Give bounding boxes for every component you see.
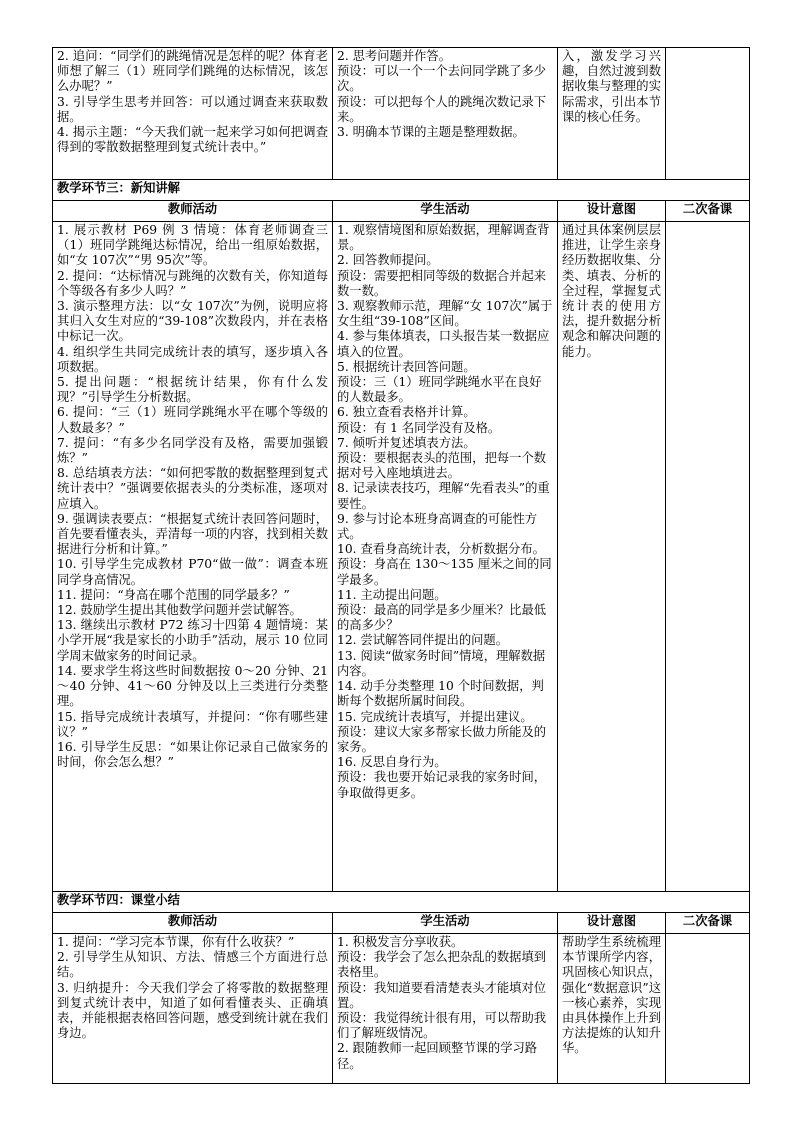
section4-teacher-cell bbox=[53, 934, 333, 1084]
top-student-cell bbox=[333, 48, 558, 180]
text-line: 2. 引导学生从知识、方法、情感三个方面进行总结。 bbox=[57, 950, 328, 980]
text-line: 入，激发学习兴趣，自然过渡到数据收集与整理的实际需求，引出本节课的核心任务。 bbox=[562, 49, 661, 124]
header-teacher: 教师活动 bbox=[53, 913, 333, 934]
top-design-cell bbox=[558, 48, 666, 180]
text-line: 预设：我学会了怎么把杂乱的数据填到表格里。 bbox=[337, 950, 547, 980]
header-student: 学生活动 bbox=[333, 201, 558, 222]
section3-content-row bbox=[53, 222, 750, 892]
top-revision-cell bbox=[666, 48, 750, 180]
header-teacher: 教师活动 bbox=[53, 201, 333, 222]
text-line: 预设：最高的同学是多少厘米？比最低的高多少？ bbox=[337, 603, 547, 633]
lesson-plan-table bbox=[52, 47, 750, 1084]
text-line: 8. 总结填表方法：“如何把零散的数据整理到复式统计表中？”强调要依据表头的分类标准，逐项对应填入。 bbox=[57, 466, 328, 511]
text-line: 帮助学生系统梳理本节课所学内容，巩固核心知识点，强化“数据意识”这一核心素养，实现由具体操作上升到方法提炼的认知升华。 bbox=[562, 935, 661, 1056]
text-line: 14. 动手分类整理 10 个时间数据，判断每个数据所属时间段。 bbox=[337, 679, 544, 709]
text-line: 12. 鼓励学生提出其他数学问题并尝试解答。 bbox=[57, 603, 302, 618]
text-line: 10. 引导学生完成教材 P70“做一做”：调查本班同学身高情况。 bbox=[57, 557, 328, 587]
text-line: 3. 归纳提升：今天我们学会了将零散的数据整理到复式统计表中，知道了如何看懂表头、正确填表，并能根据表格回答问题，感受到统计就在我们身边。 bbox=[57, 980, 328, 1041]
text-line: 16. 引导学生反思：“如果让你记录自己做家务的时间，你会怎么想？” bbox=[57, 739, 328, 770]
text-line: 6. 独立查看表格并计算。 bbox=[337, 405, 476, 420]
text-line: 1. 积极发言分享收获。 bbox=[337, 935, 464, 949]
text-line: 4. 参与集体填表，口头报告某一数据应填入的位置。 bbox=[337, 329, 550, 359]
text-line: 2. 提问：“达标情况与跳绳的次数有关，你知道每个等级各有多少人吗？” bbox=[57, 268, 328, 298]
text-line: 2. 回答教师提问。 bbox=[337, 253, 439, 268]
text-line: 预设：身高在 130～135 厘米之间的同学最多。 bbox=[337, 557, 552, 587]
text-line: 11. 提问：“身高在哪个范围的同学最多？” bbox=[57, 587, 290, 602]
header-design: 设计意图 bbox=[558, 913, 666, 934]
text-line: 预设：可以把每个人的跳绳次数记录下来。 bbox=[337, 94, 547, 124]
text-line: 预设：有 1 名同学没有及格。 bbox=[337, 420, 501, 435]
text-line: 1. 观察情境图和原始数据，理解调查背景。 bbox=[337, 223, 550, 253]
text-line: 2. 追问：“同学们的跳绳情况是怎样的呢？体育老师想了解三（1）班同学们跳绳的达标情况，该怎么办呢？” bbox=[57, 49, 328, 94]
text-line: 1. 展示教材 P69 例 3 情境：体育老师调查三（1）班同学跳绳达标情况，给出一组原始数据，如“女 107次”“男 95次”等。 bbox=[57, 223, 328, 268]
text-line: 8. 记录读表技巧，理解“先看表头”的重要性。 bbox=[337, 481, 550, 511]
text-line: 14. 要求学生将这些时间数据按 0～20 分钟、21～40 分钟、41～60 分钟及以上三类进行分类整理。 bbox=[57, 663, 328, 709]
text-line: 预设：要根据表头的范围，把每一个数据对号入座地填进去。 bbox=[337, 451, 547, 481]
section-title: 教学环节三：新知讲解 bbox=[53, 180, 750, 201]
text-line: 预设：需要把相同等级的数据合并起来数一数。 bbox=[337, 268, 547, 298]
text-line: 7. 倾听并复述填表方法。 bbox=[337, 435, 476, 450]
text-line: 7. 提问：“有多少名同学没有及格，需要加强锻炼？” bbox=[57, 435, 328, 466]
text-line: 9. 强调读表要点：“根据复式统计表回答问题时，首先要看懂表头，弄清每一项的内容，找到相关数据进行分析和计算。” bbox=[57, 511, 328, 557]
section3-revision-cell bbox=[666, 222, 750, 892]
text-line: 5. 根据统计表回答问题。 bbox=[337, 359, 476, 374]
section4-content-row bbox=[53, 934, 750, 1084]
text-line: 10. 查看身高统计表，分析数据分布。 bbox=[337, 542, 545, 557]
text-line: 通过具体案例层层推进，让学生亲身经历数据收集、分类、填表、分析的全过程，掌握复式统计表的使用方法，提升数据分析观念和解决问题的能力。 bbox=[562, 223, 661, 359]
text-line: 预设：我知道要看清楚表头才能填对位置。 bbox=[337, 980, 547, 1010]
text-line: 15. 完成统计表填写，并提出建议。 bbox=[337, 709, 533, 724]
text-line: 1. 提问：“学习完本节课，你有什么收获？” bbox=[57, 935, 295, 949]
text-line: 3. 明确本节课的主题是整理数据。 bbox=[337, 125, 525, 140]
top-teacher-cell bbox=[53, 48, 333, 180]
header-student: 学生活动 bbox=[333, 913, 558, 934]
section3-teacher-cell bbox=[53, 222, 333, 892]
section4-revision-cell bbox=[666, 934, 750, 1084]
text-line: 4. 组织学生共同完成统计表的填写，逐步填入各项数据。 bbox=[57, 344, 328, 374]
text-line: 5. 提出问题：“根据统计结果，你有什么发现？”引导学生分析数据。 bbox=[57, 375, 328, 405]
header-revision: 二次备课 bbox=[666, 201, 750, 222]
header-revision: 二次备课 bbox=[666, 913, 750, 934]
text-line: 预设：三（1）班同学跳绳水平在良好的人数最多。 bbox=[337, 375, 542, 405]
text-line: 6. 提问：“三（1）班同学跳绳水平在哪个等级的人数最多？” bbox=[57, 405, 328, 435]
section-title: 教学环节四：课堂小结 bbox=[53, 892, 750, 913]
text-line: 预设：建议大家多帮家长做力所能及的家务。 bbox=[337, 724, 547, 754]
text-line: 3. 引导学生思考并回答：可以通过调查来获取数据。 bbox=[57, 94, 328, 124]
text-line: 3. 演示整理方法：以“女 107次”为例，说明应将其归入女生对应的“39-108”次数段内，并在表格中标记一次。 bbox=[57, 299, 328, 344]
section3-header-row bbox=[53, 201, 750, 222]
text-line: 13. 阅读“做家务时间”情境，理解数据内容。 bbox=[337, 648, 546, 678]
text-line: 16. 反思自身行为。 bbox=[337, 755, 447, 770]
text-line: 12. 尝试解答同伴提出的问题。 bbox=[337, 633, 509, 648]
section3-title-row bbox=[53, 180, 750, 201]
text-line: 2. 跟随教师一起回顾整节课的学习路径。 bbox=[337, 1041, 538, 1071]
text-line: 3. 观察教师示范，理解“女 107次”属于女生组“39-108”区间。 bbox=[337, 299, 553, 329]
text-line: 15. 指导完成统计表填写，并提问：“你有哪些建议？” bbox=[57, 709, 328, 739]
header-design: 设计意图 bbox=[558, 201, 666, 222]
section4-design-cell bbox=[558, 934, 666, 1084]
section4-student-cell bbox=[333, 934, 558, 1084]
section3-design-cell bbox=[558, 222, 666, 892]
section3-student-cell bbox=[333, 222, 558, 892]
text-line: 预设：可以一个一个去问同学跳了多少次。 bbox=[337, 64, 547, 94]
text-line: 13. 继续出示教材 P72 练习十四第 4 题情境：某小学开展“我是家长的小助手”活动，展示 10 位同学周末做家务的时间记录。 bbox=[57, 618, 328, 663]
top-continued-row bbox=[53, 48, 750, 180]
section4-header-row bbox=[53, 913, 750, 934]
text-line: 4. 揭示主题：“今天我们就一起来学习如何把调查得到的零散数据整理到复式统计表中。” bbox=[57, 125, 328, 155]
text-line: 预设：我觉得统计很有用，可以帮助我们了解班级情况。 bbox=[337, 1011, 547, 1041]
text-line: 预设：我也要开始记录我的家务时间，争取做得更多。 bbox=[337, 770, 547, 800]
text-line: 11. 主动提出问题。 bbox=[337, 587, 447, 602]
section4-title-row bbox=[53, 892, 750, 913]
text-line: 9. 参与讨论本班身高调查的可能性方式。 bbox=[337, 511, 538, 542]
text-line: 2. 思考问题并作答。 bbox=[337, 49, 452, 63]
